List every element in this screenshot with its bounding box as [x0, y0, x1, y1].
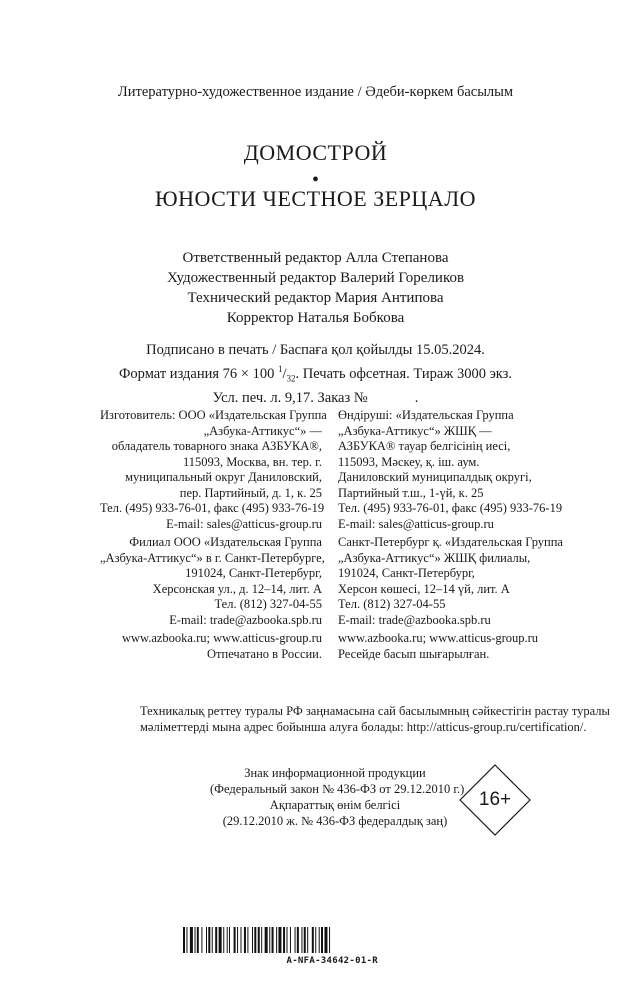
age-rating: 16+ — [478, 789, 512, 810]
web-kz — [338, 631, 588, 662]
manufacturer-kz-line: Өндіруші: «Издательская Группа — [338, 408, 514, 422]
credit-line: Технический редактор Мария Антипова — [187, 290, 444, 306]
info-sign-line: Знак информационной продукции — [244, 766, 426, 780]
branch-ru-line: 191024, Санкт-Петербург, — [185, 566, 322, 580]
web-ru — [100, 631, 322, 662]
certification-note — [140, 703, 610, 735]
manufacturer-ru — [100, 408, 327, 532]
format-slash: / — [282, 365, 287, 382]
editorial-credits — [0, 248, 631, 328]
branch-kz-line: Тел. (812) 327-04-55 — [338, 597, 446, 611]
manufacturer-kz — [338, 408, 588, 532]
credit-line: Ответственный редактор Алла Степанова — [182, 250, 449, 266]
branch-kz-line: Санкт-Петербург қ. «Издательская Группа — [338, 535, 563, 549]
certification-line: мәліметтерді мына адрес бойынша алуға болады: http://atticus-group.ru/certification/. — [140, 720, 587, 734]
manufacturer-kz-line: АЗБУКА® тауар белгісінің иесі, — [338, 439, 511, 453]
format-numerator: 1 — [277, 364, 283, 374]
web-kz-line: Ресейде басып шығарылған. — [338, 646, 490, 661]
barcode-icon — [183, 927, 378, 953]
branch-kz — [338, 535, 588, 628]
branch-ru-line: Херсонская ул., д. 12–14, лит. А — [152, 581, 322, 596]
branch-ru-line: Филиал ООО «Издательская Группа — [129, 535, 322, 549]
manufacturer-ru-line: обладатель товарного знака АЗБУКА®, — [111, 439, 322, 453]
web-kz-line: www.azbooka.ru; www.atticus-group.ru — [338, 631, 539, 645]
manufacturer-kz-line: E-mail: sales@atticus-group.ru — [338, 516, 494, 531]
credit-line: Художественный редактор Валерий Гореликов — [166, 270, 465, 286]
info-sign-line: (Федеральный закон № 436-ФЗ от 29.12.2010 г.) — [210, 782, 465, 796]
branch-kz-line: Херсон көшесі, 12–14 үй, лит. А — [338, 581, 510, 596]
series-line: Литературно-художественное издание / Әдеби-көркем басылым — [117, 84, 514, 100]
manufacturer-ru-line: Изготовитель: ООО «Издательская Группа — [100, 408, 327, 422]
web-ru-line: www.azbooka.ru; www.atticus-group.ru — [121, 631, 322, 645]
title-domostroy: ДОМОСТРОЙ — [243, 140, 388, 165]
manufacturer-ru-line: 115093, Москва, вн. тер. г. — [182, 454, 322, 469]
credit-line: Корректор Наталья Бобкова — [226, 310, 405, 326]
manufacturer-ru-line: муниципальный округ Даниловский, — [125, 470, 322, 484]
manufacturer-kz-line: Партийный т.ш., 1-үй, к. 25 — [338, 485, 484, 500]
format-prefix: Формат издания 76 × 100 — [118, 365, 278, 382]
format-line — [0, 360, 631, 389]
manufacturer-kz-line: „Азбука-Аттикус“» ЖШҚ — — [338, 423, 492, 438]
manufacturer-kz-line: 115093, Мәскеу, қ. іш. аум. — [338, 454, 480, 469]
manufacturer-ru-line: „Азбука-Аттикус“» — — [203, 423, 322, 438]
certification-line: Техникалық реттеу туралы РФ заңнамасына сай басылымның сәйкестігін растау туралы — [140, 704, 610, 718]
manufacturer-ru-line: пер. Партийный, д. 1, к. 25 — [179, 485, 322, 500]
manufacturer-ru-line: Тел. (495) 933-76-01, факс (495) 933-76-19 — [100, 501, 325, 515]
branch-kz-line: „Азбука-Аттикус“» ЖШҚ филиалы, — [338, 550, 531, 565]
web-ru-line: Отпечатано в России. — [207, 646, 322, 661]
manufacturer-ru-line: E-mail: sales@atticus-group.ru — [166, 516, 322, 531]
format-suffix: . Печать офсетная. Тираж 3000 экз. — [295, 365, 513, 382]
title-yunosti: ЮНОСТИ ЧЕСТНОЕ ЗЕРЦАЛО — [155, 186, 476, 211]
info-sign-line: Ақпараттық өнім белгісі — [269, 798, 401, 812]
barcode-text: A-NFA-34642-01-R — [286, 956, 378, 966]
print-sheets: Усл. печ. л. 9,17. Заказ № . — [212, 389, 419, 406]
info-product-sign — [210, 765, 465, 829]
branch-ru-line: E-mail: trade@azbooka.spb.ru — [169, 612, 322, 627]
signed-to-print: Подписано в печать / Баспаға қол қойылды 15.05.2024. — [146, 342, 485, 358]
branch-ru-line: „Азбука-Аттикус“» в г. Санкт-Петербурге, — [100, 550, 325, 565]
manufacturer-kz-line: Тел. (495) 933-76-01, факс (495) 933-76-19 — [338, 501, 563, 515]
branch-kz-line: E-mail: trade@azbooka.spb.ru — [338, 612, 491, 627]
branch-ru-line: Тел. (812) 327-04-55 — [214, 597, 322, 611]
print-info — [0, 341, 631, 408]
branch-kz-line: 191024, Санкт-Петербург, — [338, 566, 475, 580]
format-denominator: 32 — [286, 373, 296, 384]
info-sign-line: (29.12.2010 ж. № 436-ФЗ федералдық заң) — [222, 814, 448, 828]
branch-ru — [100, 535, 325, 628]
manufacturer-kz-line: Даниловский муниципалдық округі, — [338, 470, 532, 484]
title-separator: • — [311, 169, 319, 191]
